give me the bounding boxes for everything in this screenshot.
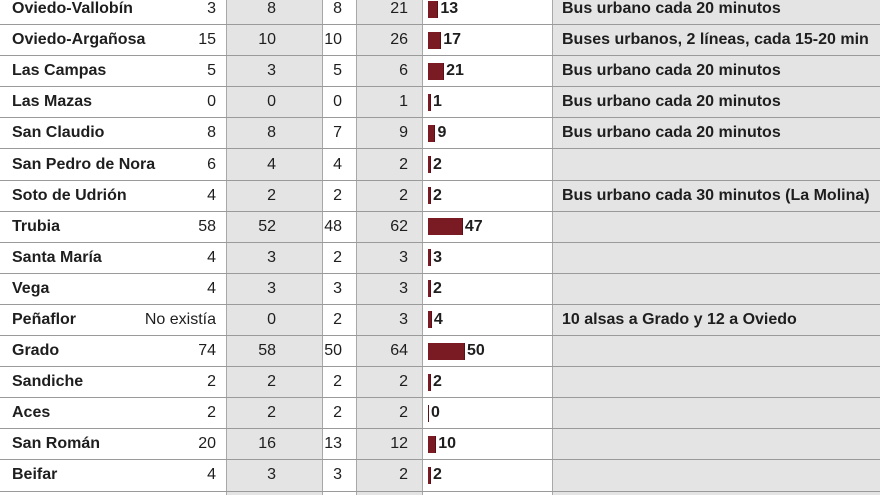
- row-name: Las Mazas: [12, 93, 93, 111]
- value-cell-2: 16: [258, 435, 276, 453]
- bar-cell: [428, 87, 546, 117]
- value-cell-2: 2: [267, 373, 276, 391]
- bar-cell: [428, 212, 546, 242]
- value-cell-4: 3: [399, 279, 408, 297]
- note-cell: Buses urbanos, 2 líneas, cada 15-20 min: [562, 31, 869, 49]
- bar-mark: [428, 280, 431, 297]
- bar-value-label: 10: [438, 435, 456, 453]
- bar-mark: [428, 156, 431, 173]
- value-cell-4: 21: [390, 0, 408, 18]
- bar-cell: [428, 0, 546, 24]
- value-cell-2: 8: [267, 124, 276, 142]
- bar-cell: [428, 398, 546, 428]
- value-cell-1: 2: [207, 404, 216, 422]
- value-cell-2: 3: [267, 466, 276, 484]
- row-name: San Pedro de Nora: [12, 155, 156, 173]
- value-cell-4: 3: [399, 248, 408, 266]
- row-name: Aces: [12, 404, 51, 422]
- note-cell: [562, 336, 880, 366]
- bar-cell: [428, 25, 546, 55]
- row-name: Las Campas: [12, 62, 107, 80]
- row-name: Oviedo-Vallobín: [12, 0, 133, 18]
- table-row: [0, 87, 880, 118]
- bar-cell: [428, 149, 546, 179]
- row-name: Soto de Udrión: [12, 186, 127, 204]
- bar-value-label: 2: [433, 155, 442, 173]
- value-cell-2: 2: [267, 186, 276, 204]
- value-cell-4: 62: [390, 217, 408, 235]
- value-cell-2: 10: [258, 31, 276, 49]
- note-cell: [562, 274, 880, 304]
- value-cell-2: 8: [267, 0, 276, 18]
- value-cell-1: 8: [207, 124, 216, 142]
- bar-cell: [428, 274, 546, 304]
- table-row: [0, 181, 880, 212]
- value-cell-1: 6: [207, 155, 216, 173]
- bar-value-label: 47: [464, 217, 483, 235]
- value-cell-4: 3: [399, 310, 408, 328]
- bar-value-label: 2: [433, 466, 442, 484]
- row-name: San Román: [12, 435, 101, 453]
- bar-value-label: 13: [440, 0, 459, 18]
- value-cell-3: 5: [333, 62, 342, 80]
- value-cell-1: No existía: [144, 310, 216, 328]
- bar-mark: [428, 436, 436, 453]
- value-cell-1: 4: [207, 466, 216, 484]
- bar-value-label: 2: [433, 279, 442, 297]
- row-name: Grado: [12, 342, 60, 360]
- table-row: [0, 367, 880, 398]
- value-cell-1: 58: [198, 217, 216, 235]
- value-cell-3: 4: [333, 155, 342, 173]
- note-cell: [562, 243, 880, 273]
- value-cell-1: 4: [207, 186, 216, 204]
- bar-cell: [428, 118, 546, 148]
- bar-mark: [428, 187, 431, 204]
- table-row: [0, 243, 880, 274]
- row-name: Trubia: [12, 217, 61, 235]
- bar-mark: [428, 63, 444, 80]
- value-cell-4: 12: [390, 435, 408, 453]
- table-row: [0, 336, 880, 367]
- row-name: Beifar: [12, 466, 58, 484]
- value-cell-3: 7: [333, 124, 342, 142]
- value-cell-1: 20: [198, 435, 216, 453]
- table-row: [0, 0, 880, 25]
- table-row: [0, 429, 880, 460]
- table-row: [0, 212, 880, 243]
- value-cell-1: 4: [207, 279, 216, 297]
- bar-value-label: 2: [433, 186, 442, 204]
- value-cell-2: 0: [267, 93, 276, 111]
- note-cell: Bus urbano cada 20 minutos: [562, 0, 781, 18]
- bar-value-label: 4: [433, 310, 443, 328]
- value-cell-4: 2: [399, 373, 408, 391]
- bar-value-label: 21: [446, 62, 464, 80]
- value-cell-2: 0: [267, 310, 276, 328]
- value-cell-3: 2: [333, 248, 342, 266]
- bar-mark: [428, 125, 435, 142]
- value-cell-3: 3: [333, 279, 342, 297]
- table-row: [0, 274, 880, 305]
- bar-mark: [428, 405, 429, 422]
- note-cell: [562, 398, 880, 428]
- value-cell-3: 2: [333, 186, 342, 204]
- value-cell-4: 2: [399, 404, 408, 422]
- bar-mark: [428, 32, 441, 49]
- value-cell-4: 6: [399, 62, 408, 80]
- row-name: Sandiche: [12, 373, 84, 391]
- value-cell-1: 0: [207, 93, 216, 111]
- bar-cell: [428, 460, 546, 490]
- row-name: Oviedo-Argañosa: [12, 31, 146, 49]
- value-cell-1: 4: [207, 248, 216, 266]
- bar-mark: [428, 311, 432, 328]
- value-cell-1: 3: [207, 0, 216, 18]
- bar-mark: [428, 218, 463, 235]
- note-cell: Bus urbano cada 20 minutos: [562, 124, 781, 142]
- table-row: [0, 56, 880, 87]
- table-row: [0, 305, 880, 336]
- row-name: Vega: [12, 279, 50, 297]
- note-cell: 10 alsas a Grado y 12 a Oviedo: [562, 310, 797, 328]
- note-cell: [562, 460, 880, 490]
- table-row: [0, 118, 880, 149]
- value-cell-1: 74: [198, 342, 216, 360]
- bar-cell: [428, 305, 546, 335]
- value-cell-3: 48: [324, 217, 342, 235]
- table-row: [0, 398, 880, 429]
- value-cell-4: 9: [399, 124, 408, 142]
- value-cell-2: 3: [267, 248, 276, 266]
- bar-mark: [428, 374, 431, 391]
- note-cell: Bus urbano cada 20 minutos: [562, 62, 781, 80]
- value-cell-4: 26: [390, 31, 408, 49]
- value-cell-1: 2: [207, 373, 216, 391]
- row-name: Santa María: [12, 248, 102, 266]
- value-cell-2: 2: [267, 404, 276, 422]
- value-cell-3: 2: [333, 404, 342, 422]
- bar-mark: [428, 343, 465, 360]
- value-cell-4: 2: [399, 155, 408, 173]
- value-cell-3: 8: [333, 0, 342, 18]
- table-row: [0, 25, 880, 56]
- bar-value-label: 50: [467, 342, 485, 360]
- value-cell-4: 64: [390, 342, 408, 360]
- value-cell-3: 2: [333, 373, 342, 391]
- bar-value-label: 17: [443, 31, 462, 49]
- bar-mark: [428, 467, 431, 484]
- bar-cell: [428, 367, 546, 397]
- note-cell: [562, 367, 880, 397]
- table-row: [0, 460, 880, 491]
- value-cell-3: 10: [324, 31, 342, 49]
- value-cell-3: 50: [324, 342, 342, 360]
- value-cell-3: 0: [333, 93, 342, 111]
- bar-cell: [428, 181, 546, 211]
- note-cell: Bus urbano cada 30 minutos (La Molina): [562, 186, 870, 204]
- bar-value-label: 1: [433, 93, 442, 111]
- bar-mark: [428, 94, 431, 111]
- bar-cell: [428, 429, 546, 459]
- bar-value-label: 2: [433, 373, 442, 391]
- note-cell: [562, 149, 880, 179]
- note-cell: Bus urbano cada 20 minutos: [562, 93, 781, 111]
- value-cell-3: 3: [333, 466, 342, 484]
- bar-cell: [428, 336, 546, 366]
- note-cell: [562, 429, 880, 459]
- table-row: [0, 149, 880, 180]
- value-cell-2: 52: [258, 217, 276, 235]
- bar-value-label: 3: [433, 248, 443, 266]
- bar-value-label: 0: [431, 404, 440, 422]
- value-cell-4: 2: [399, 466, 408, 484]
- value-cell-1: 5: [207, 62, 216, 80]
- row-name: Peñaflor: [12, 310, 77, 328]
- bar-mark: [428, 249, 431, 266]
- row-name: San Claudio: [12, 124, 105, 142]
- value-cell-2: 3: [267, 62, 276, 80]
- bar-value-label: 9: [437, 124, 447, 142]
- bar-cell: [428, 56, 546, 86]
- value-cell-2: 58: [258, 342, 276, 360]
- bar-mark: [428, 1, 438, 18]
- value-cell-4: 2: [399, 186, 408, 204]
- value-cell-2: 3: [267, 279, 276, 297]
- note-cell: [562, 212, 880, 242]
- value-cell-3: 13: [324, 435, 342, 453]
- value-cell-4: 1: [399, 93, 408, 111]
- value-cell-1: 15: [198, 31, 216, 49]
- bar-cell: [428, 243, 546, 273]
- value-cell-2: 4: [267, 155, 276, 173]
- value-cell-3: 2: [333, 310, 342, 328]
